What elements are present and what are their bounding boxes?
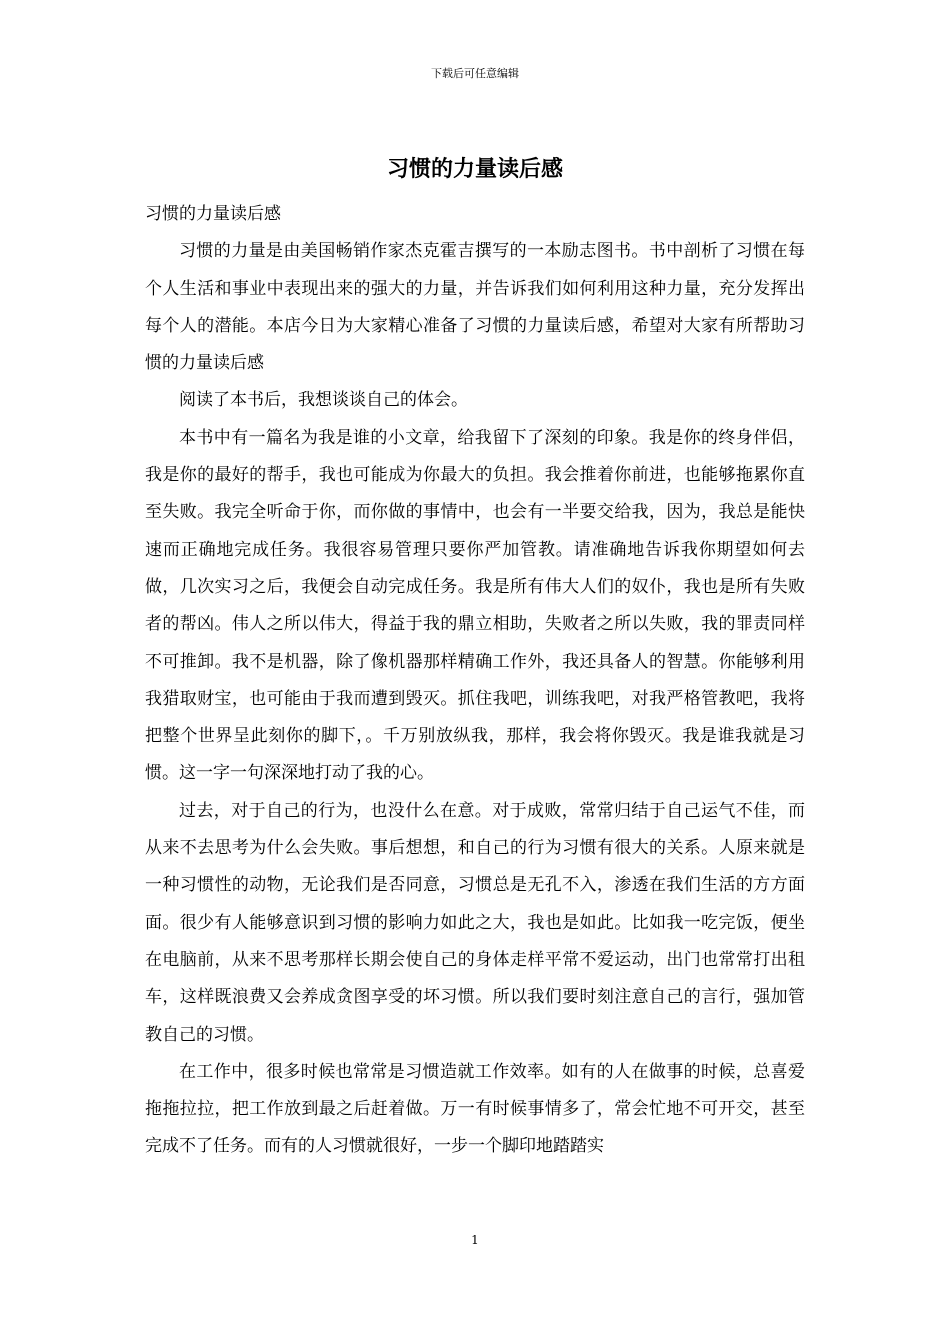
paragraph-work: 在工作中，很多时候也常常是习惯造就工作效率。如有的人在做事的时候，总喜爱拖拖拉拉，把工作放到最之后赶着做。万一有时候事情多了，常会忙地不可开交，甚至完成不了任务。而有的人习惯就很好，一步一个脚印地踏踏实	[145, 1061, 805, 1157]
paragraph-who-am-i: 本书中有一篇名为我是谁的小文章，给我留下了深刻的印象。我是你的终身伴侣，我是你的最好的帮手，我也可能成为你最大的负担。我会推着你前进，也能够拖累你直至失败。我完全听命于你，而你做的事情中，也会有一半要交给我，因为，我总是能快速而正确地完成任务。我很容易管理只要你严加管教。请准确地告诉我你期望如何去做，几次实习之后，我便会自动完成任务。我是所有伟大人们的奴仆，我也是所有失败者的帮凶。伟人之所以伟大，得益于我的鼎立相助，失败者之所以失败，我的罪责同样不可推卸。我不是机器，除了像机器那样精确工作外，我还具备人的智慧。你能够利用我猎取财宝，也可能由于我而遭到毁灭。抓住我吧，训练我吧，对我严格管教吧，我将把整个世界呈此刻你的脚下，。千万别放纵我，那样，我会将你毁灭。我是谁我就是习惯。这一字一句深深地打动了我的心。	[145, 427, 805, 784]
page-number: 1	[471, 1233, 479, 1247]
paragraph-past: 过去，对于自己的行为，也没什么在意。对于成败，常常归结于自己运气不佳，而从来不去思考为什么会失败。事后想想，和自己的行为习惯有很大的关系。人原来就是一种习惯性的动物，无论我们是否同意，习惯总是无孔不入，渗透在我们生活的方方面面。很少有人能够意识到习惯的影响力如此之大，我也是如此。比如我一吃完饭，便坐在电脑前，从来不思考那样长期会使自己的身体走样平常不爱运动，出门也常常打出租车，这样既浪费又会养成贪图享受的坏习惯。所以我们要时刻注意自己的言行，强加管教自己的习惯。	[145, 800, 805, 1045]
document-subtitle: 习惯的力量读后感	[145, 204, 281, 224]
paragraph-reading: 阅读了本书后，我想谈谈自己的体会。	[179, 390, 468, 411]
paragraph-intro: 习惯的力量是由美国畅销作家杰克霍吉撰写的一本励志图书。书中剖析了习惯在每个人生活和事业中表现出来的强大的力量，并告诉我们如何利用这种力量，充分发挥出每个人的潜能。本店今日为大家精心准备了习惯的力量读后感，希望对大家有所帮助习惯的力量读后感	[145, 241, 805, 374]
page-header: 下载后可任意编辑	[431, 67, 519, 80]
document-body	[145, 196, 805, 1166]
document-title: 习惯的力量读后感	[386, 156, 563, 182]
